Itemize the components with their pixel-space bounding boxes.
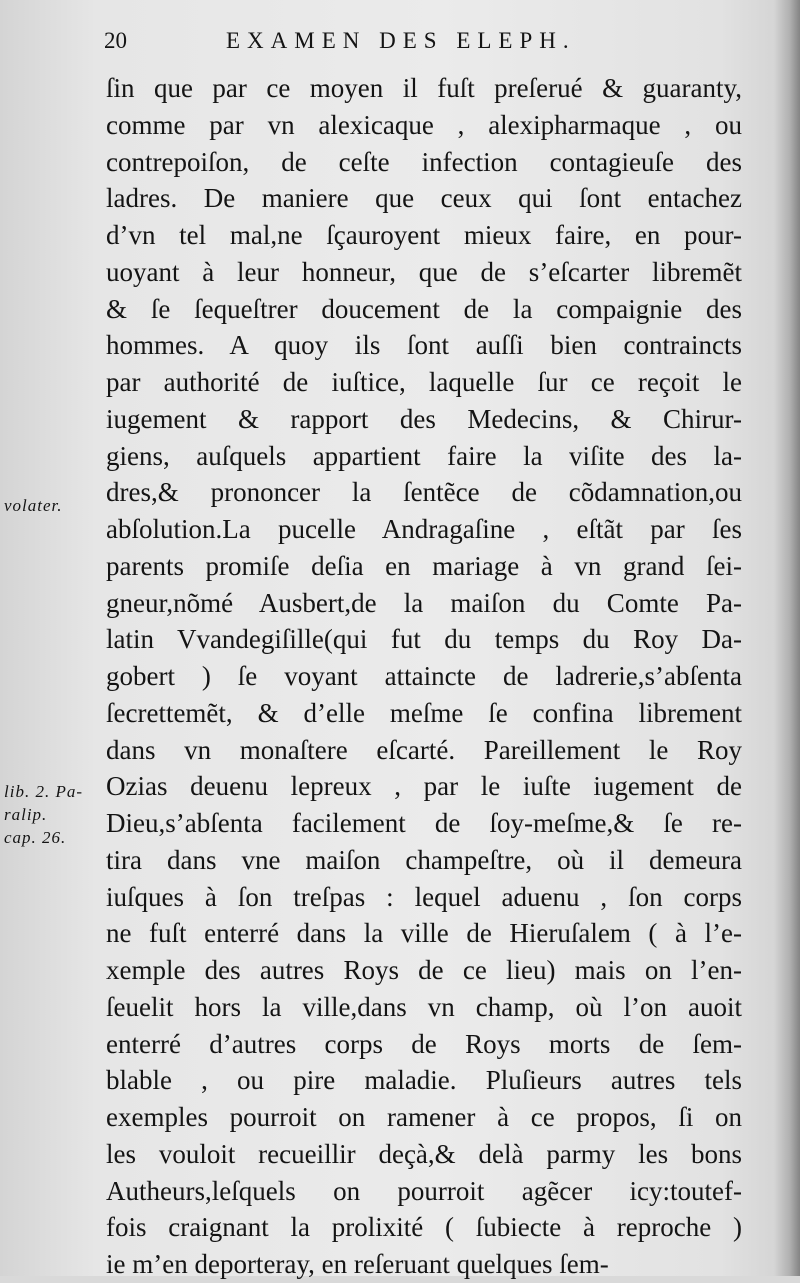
margin-note-paralip <box>4 780 83 849</box>
text-line: Autheurs,leſquels on pourroit agẽcer icy:toutef- <box>106 1175 742 1206</box>
text-line: & ſe ſequeſtrer doucement de la compaignie des <box>106 293 742 324</box>
text-line: dres,& prononcer la ſentẽce de cõdamnation,ou <box>106 477 742 508</box>
text-line: comme par vn alexicaque , alexipharmaque , ou <box>106 109 742 140</box>
text-line: xemple des autres Roys de ce lieu) mais on l’en- <box>106 955 742 985</box>
text-line: dans vn monaſtere eſcarté. Pareillement le Roy <box>106 734 742 765</box>
text-line: fois craignant la prolixité ( ſubiecte à reproche ) <box>106 1212 742 1243</box>
text-line: Dieu,s’abſenta facilement de ſoy-meſme,& ſe re- <box>106 808 742 838</box>
text-line: uoyant à leur honneur, que de s’eſcarter libremẽt <box>106 256 742 287</box>
text-line: ſin que par ce moyen il fuſt preſerué & guaranty, <box>106 73 742 103</box>
margin-note-volater <box>4 494 63 517</box>
text-line: contrepoiſon, de ceſte infection contagieuſe des <box>106 146 742 177</box>
text-line: gobert ) ſe voyant attaincte de ladrerie,s’abſenta <box>106 661 742 691</box>
running-title: EXAMEN DES ELEPH. <box>226 28 576 53</box>
text-line: latin Vvandegiſille(qui fut du temps du Roy Da- <box>106 624 742 655</box>
margin-note-line: volater. <box>4 496 63 515</box>
margin-note-line: lib. 2. Pa- <box>4 782 83 801</box>
text-line: ne fuſt enterré dans la ville de Hieruſalem ( à l’e- <box>106 918 742 949</box>
text-line: iugement & rapport des Medecins, & Chirur- <box>106 403 742 434</box>
text-line: enterré d’autres corps de Roys morts de ſem- <box>106 1028 742 1059</box>
text-line: tira dans vne maiſon champeſtre, où il demeura <box>106 844 742 875</box>
text-line: exemples pourroit on ramener à ce propos, ſi on <box>106 1102 742 1132</box>
text-line: iuſques à ſon treſpas : lequel aduenu , ſon corps <box>106 881 742 912</box>
margin-note-line: ralip. <box>4 805 48 824</box>
text-line: d’vn tel mal,ne ſçauroyent mieux faire, en pour- <box>106 220 742 250</box>
text-line: gneur,nõmé Ausbert,de la maiſon du Comte Pa- <box>106 587 742 618</box>
page-gutter-shadow <box>774 0 800 1276</box>
body-text <box>106 70 742 1283</box>
text-line: abſolution.La pucelle Andragaſine , eſtãt par ſes <box>106 514 742 544</box>
margin-note-line: cap. 26. <box>4 828 67 847</box>
text-line: ladres. De maniere que ceux qui ſont entachez <box>106 183 742 214</box>
text-line: parents promiſe deſia en mariage à vn grand ſei- <box>106 550 742 581</box>
running-header <box>104 28 664 60</box>
text-line: ſecrettemẽt, & d’elle meſme ſe confina librement <box>106 697 742 728</box>
text-line: par authorité de iuſtice, laquelle ſur ce reçoit le <box>106 367 742 397</box>
text-line: les vouloit recueillir deçà,& delà parmy les bons <box>106 1138 742 1169</box>
text-line: ie m’en deporteray, en reſeruant quelques ſem- <box>106 1249 609 1279</box>
text-line: giens, auſquels appartient faire la viſite des la- <box>106 440 742 471</box>
text-line: hommes. A quoy ils ſont auſſi bien contraincts <box>106 330 742 361</box>
page-number: 20 <box>104 28 127 53</box>
text-line: blable , ou pire maladie. Pluſieurs autres tels <box>106 1065 742 1096</box>
text-line: ſeuelit hors la ville,dans vn champ, où l’on auoit <box>106 991 742 1022</box>
text-line: Ozias deuenu lepreux , par le iuſte iugement de <box>106 771 742 802</box>
